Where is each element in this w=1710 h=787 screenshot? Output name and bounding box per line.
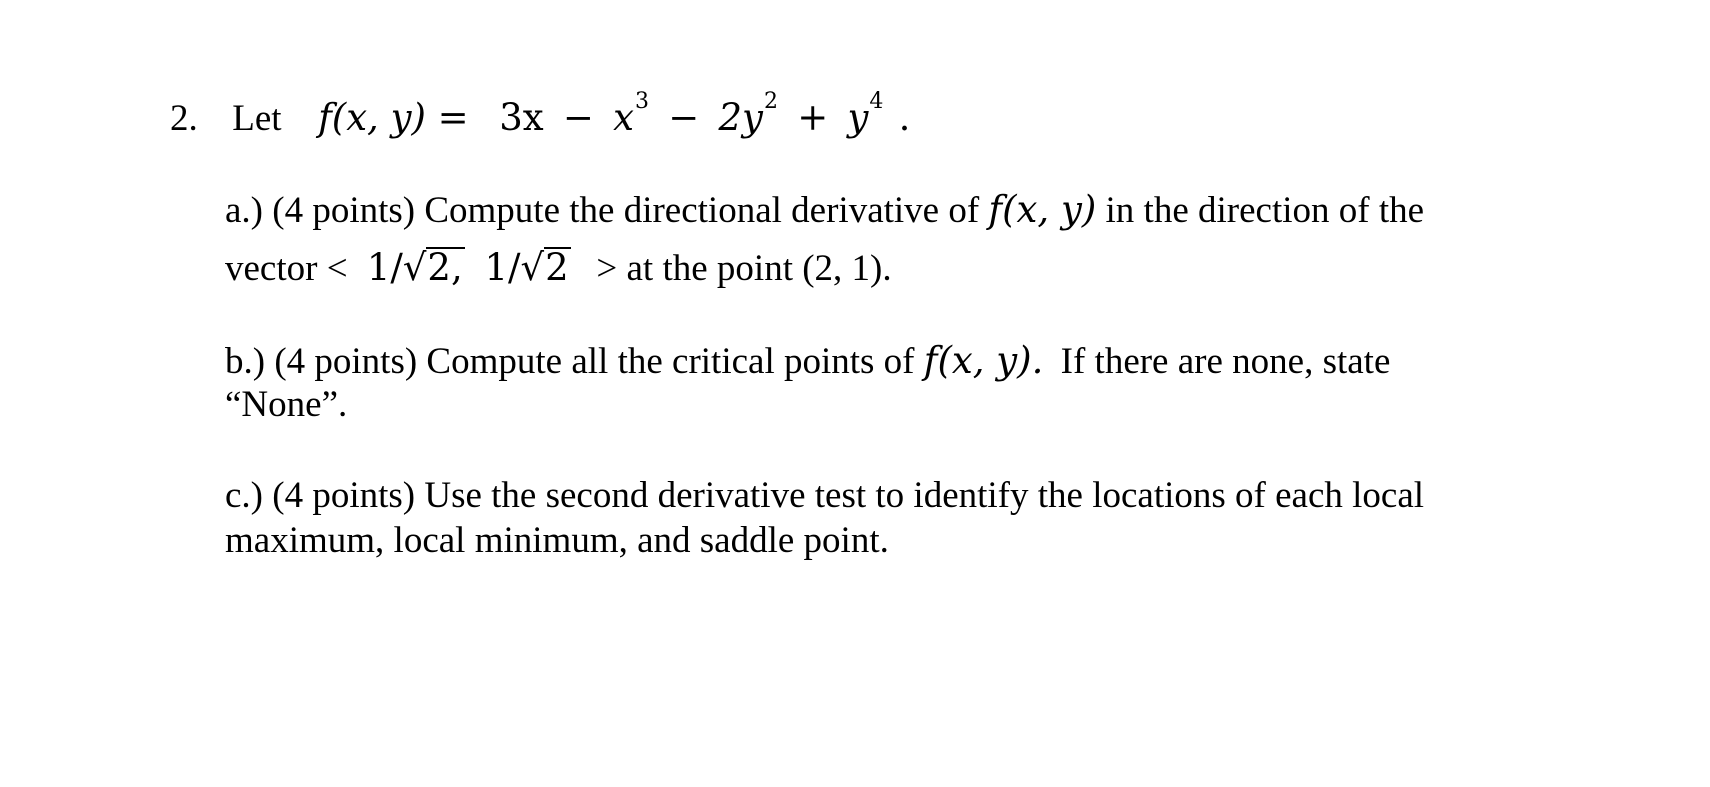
sqrt-icon: √ [402,246,427,289]
part-b-line-1 [225,339,1390,384]
part-b-none: “None”. [225,384,348,425]
part-c-text: c.) (4 points) Use the second derivative test to identify the locations of each local [225,475,1425,516]
problem-number: 2. [170,98,198,139]
part-a-text: a.) (4 points) Compute the directional derivative of [225,190,980,231]
part-c-text-2: maximum, local minimum, and saddle point. [225,520,889,561]
part-c-line-1 [225,474,1424,518]
exponent-3: 3 [635,89,649,114]
part-a-tail: in the direction of the [1105,190,1425,231]
function-end: . [898,96,911,139]
function-op-3: + [797,96,829,139]
function-lhs: f(x, y) = [318,96,469,139]
part-a-function: f(x, y) [988,188,1097,231]
part-a-line-2 [225,246,892,291]
problem-intro: Let [232,98,282,139]
vector-component-1: 1/√2, [366,246,463,289]
function-op-2: − [668,96,700,139]
part-b-function: f(x, y). [923,339,1044,382]
exponent-2: 2 [763,89,778,114]
function-term-2: x3 [613,96,649,139]
sqrt-icon: √ [520,246,545,289]
function-term-3: 2y2 [719,96,778,139]
function-op-1: − [562,96,594,139]
vector-open: vector < [225,248,348,289]
function-term-4: y4 [847,96,883,139]
part-b-line-2 [225,383,347,427]
part-c-line-2 [225,519,889,563]
exponent-4: 4 [869,89,884,114]
part-b-text: b.) (4 points) Compute all the critical points of [225,341,915,382]
vector-component-2: 1/√2 [484,246,569,289]
function-term-1: 3x [499,96,544,139]
problem-statement [170,89,911,146]
vector-close: > at the point (2, 1). [596,248,892,289]
part-b-tail: If there are none, state [1060,341,1391,382]
part-a-line-1 [225,188,1424,233]
